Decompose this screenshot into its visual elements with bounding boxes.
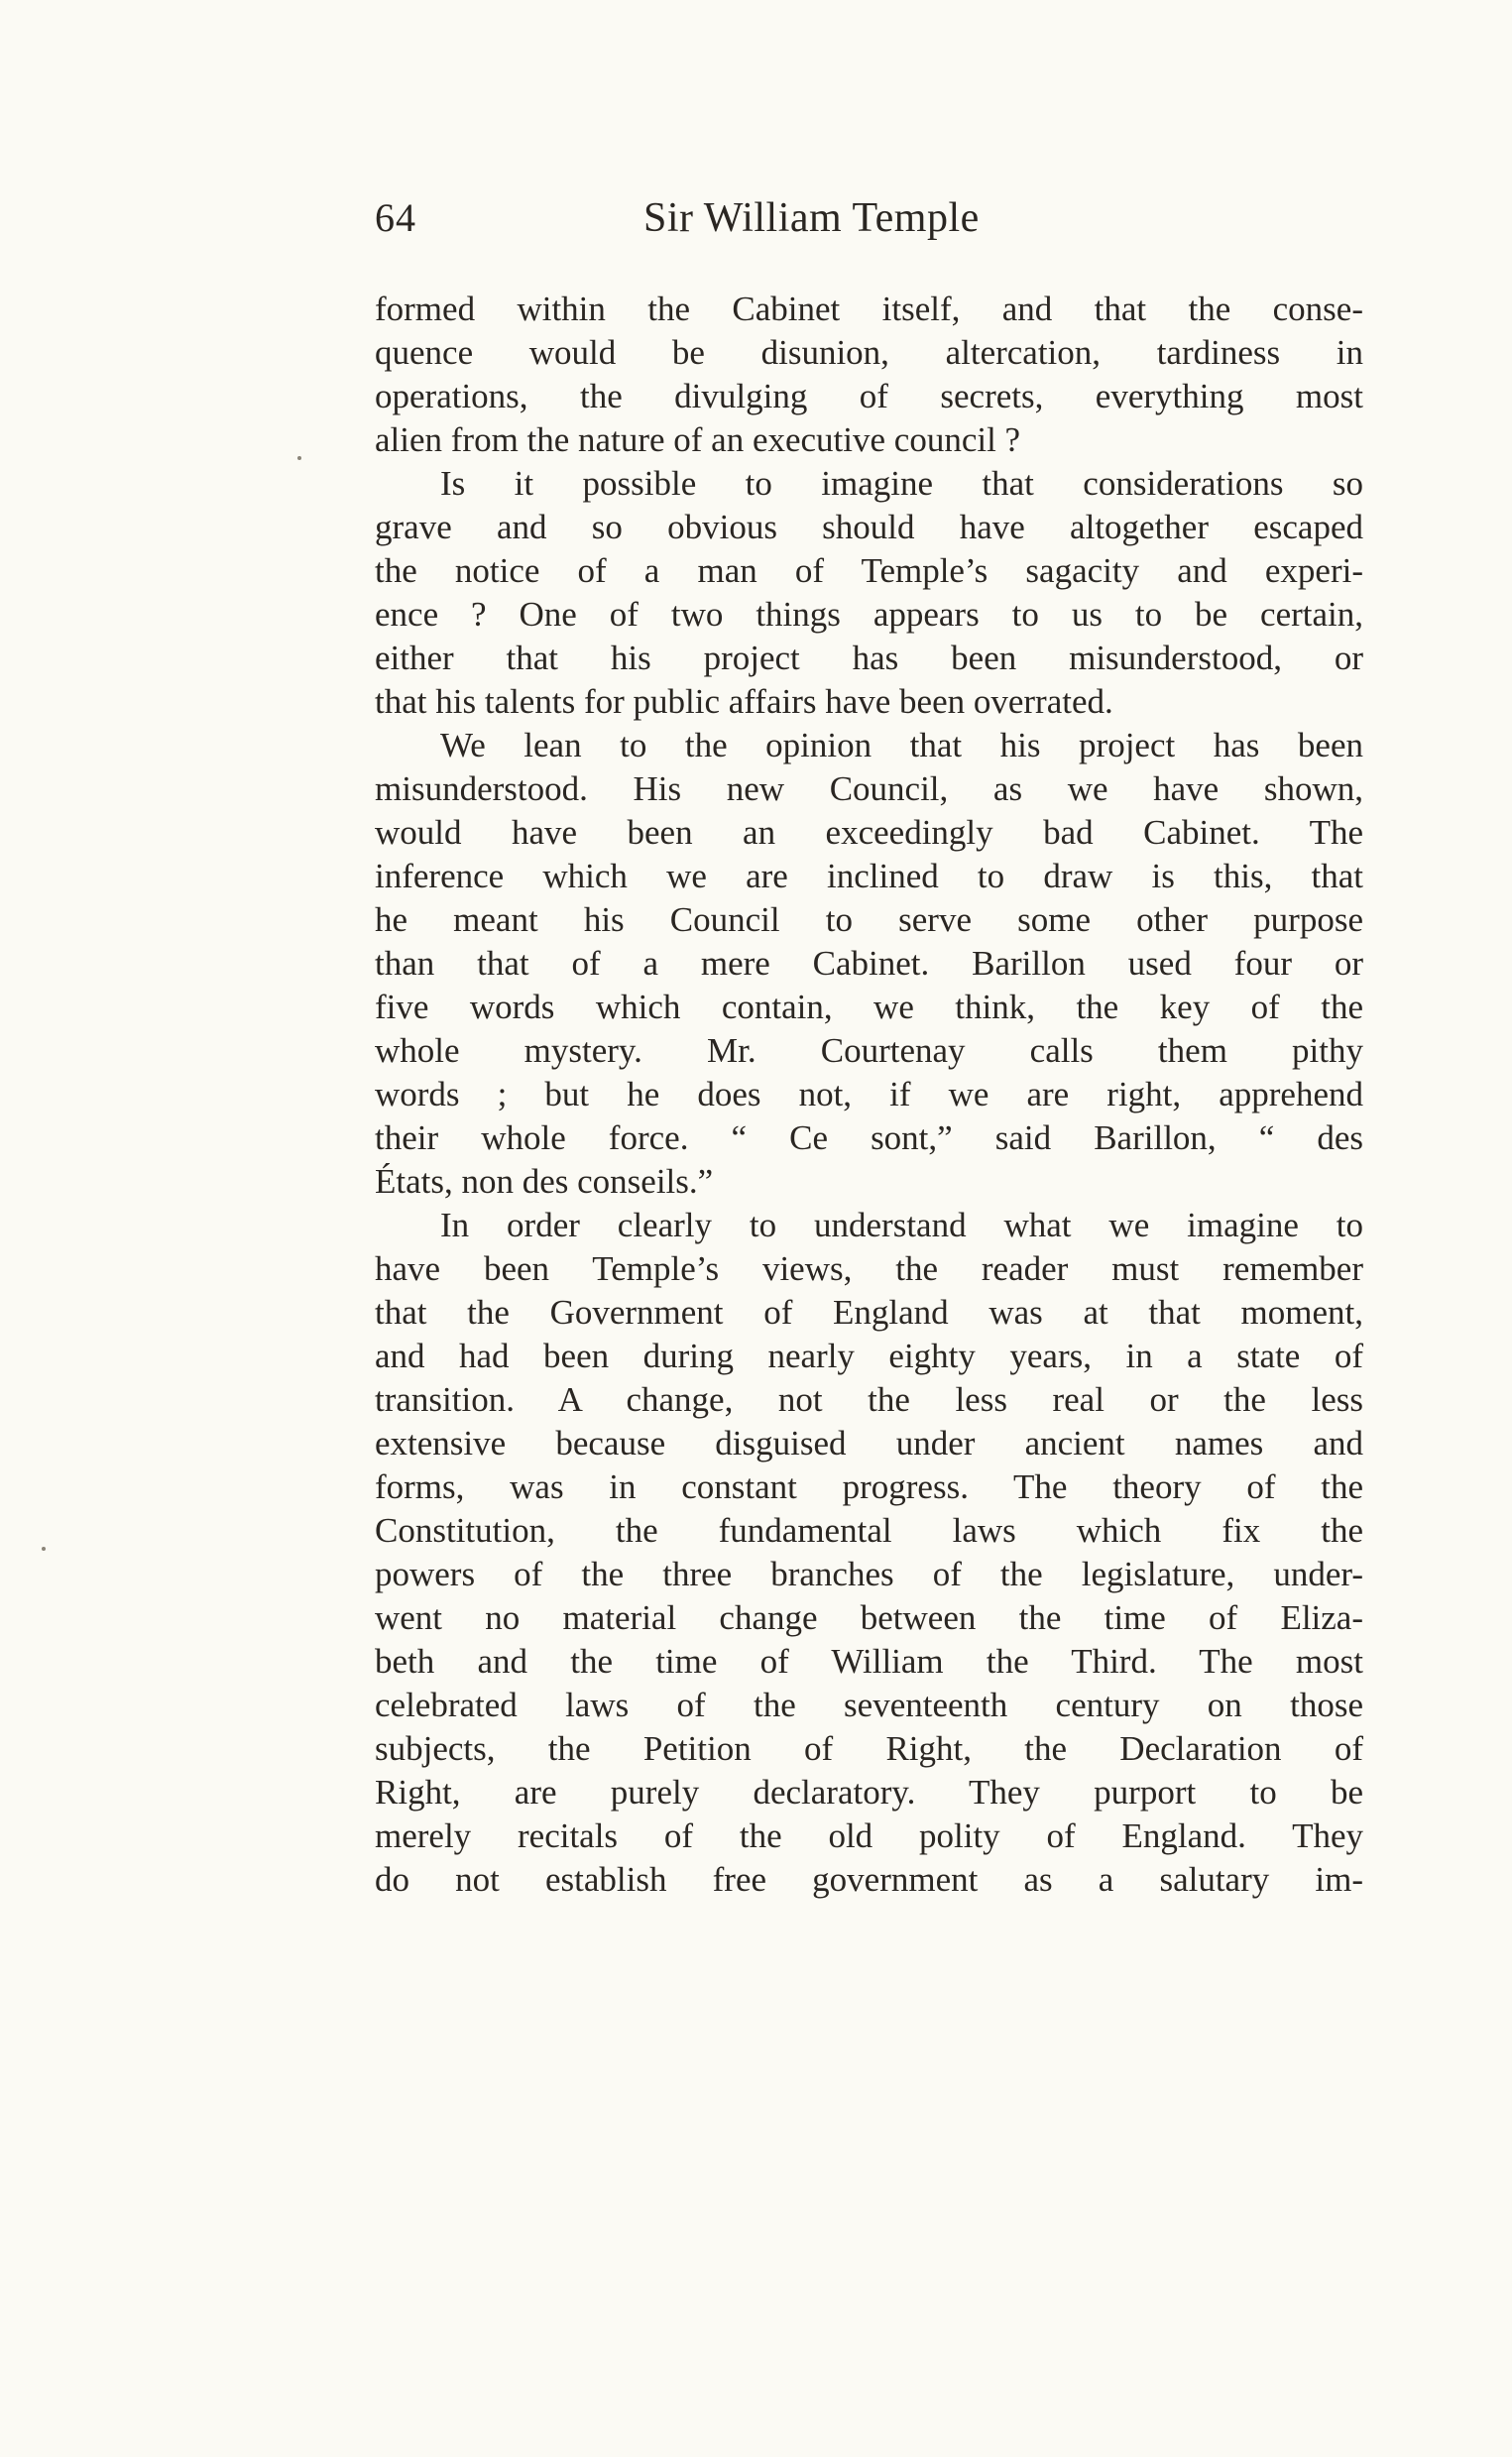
text-line: powers of the three branches of the legislature, under- [375,1555,1363,1593]
margin-speck [297,456,301,460]
text-line: alien from the nature of an executive council ? [375,420,1021,459]
text-line: inference which we are inclined to draw is this, that [375,857,1363,895]
text-line: Right, are purely declaratory. They purport to be [375,1773,1363,1812]
text-line: whole mystery. Mr. Courtenay calls them pithy [375,1031,1363,1070]
text-line: have been Temple’s views, the reader must remember [375,1249,1363,1288]
text-line: misunderstood. His new Council, as we have shown, [375,769,1363,808]
text-line: formed within the Cabinet itself, and that the conse- [375,290,1363,328]
text-line: ence ? One of two things appears to us to be certain, [375,595,1363,634]
text-line: transition. A change, not the less real or the less [375,1380,1363,1419]
running-head [375,194,1366,254]
text-line: Constitution, the fundamental laws which fix the [375,1511,1363,1550]
running-title: Sir William Temple [643,195,980,241]
text-line: operations, the divulging of secrets, everything most [375,377,1363,415]
text-line: Is it possible to imagine that considerations so [440,464,1363,503]
text-line: In order clearly to understand what we imagine to [440,1206,1363,1244]
text-line: celebrated laws of the seventeenth century on those [375,1686,1363,1724]
text-line: We lean to the opinion that his project has been [440,726,1363,764]
page-number: 64 [375,195,416,240]
text-line: the notice of a man of Temple’s sagacity and experi- [375,551,1363,590]
text-line: quence would be disunion, altercation, tardiness in [375,333,1363,372]
text-line: their whole force. “ Ce sont,” said Barillon, “ des [375,1118,1363,1157]
text-line: words ; but he does not, if we are right, apprehend [375,1075,1363,1113]
text-line: and had been during nearly eighty years, in a state of [375,1337,1363,1375]
text-line: five words which contain, we think, the key of the [375,988,1363,1026]
text-line: beth and the time of William the Third. The most [375,1642,1363,1681]
margin-speck [42,1547,46,1551]
text-line: États, non des conseils.” [375,1162,714,1201]
text-line: would have been an exceedingly bad Cabinet. The [375,813,1363,852]
text-line: he meant his Council to serve some other purpose [375,900,1363,939]
text-line: than that of a mere Cabinet. Barillon used four or [375,944,1363,983]
text-line: extensive because disguised under ancient names and [375,1424,1363,1462]
text-line: forms, was in constant progress. The theory of the [375,1467,1363,1506]
text-line: subjects, the Petition of Right, the Declaration of [375,1729,1363,1768]
text-line: went no material change between the time of Eliza- [375,1598,1363,1637]
body-text [375,288,1363,1902]
text-line: that his talents for public affairs have been overrated. [375,682,1113,721]
text-line: merely recitals of the old polity of England. They [375,1816,1363,1855]
text-line: either that his project has been misunderstood, or [375,639,1363,677]
text-line: do not establish free government as a salutary im- [375,1860,1363,1899]
text-line: that the Government of England was at that moment, [375,1293,1363,1332]
text-line: grave and so obvious should have altogether escaped [375,508,1363,546]
